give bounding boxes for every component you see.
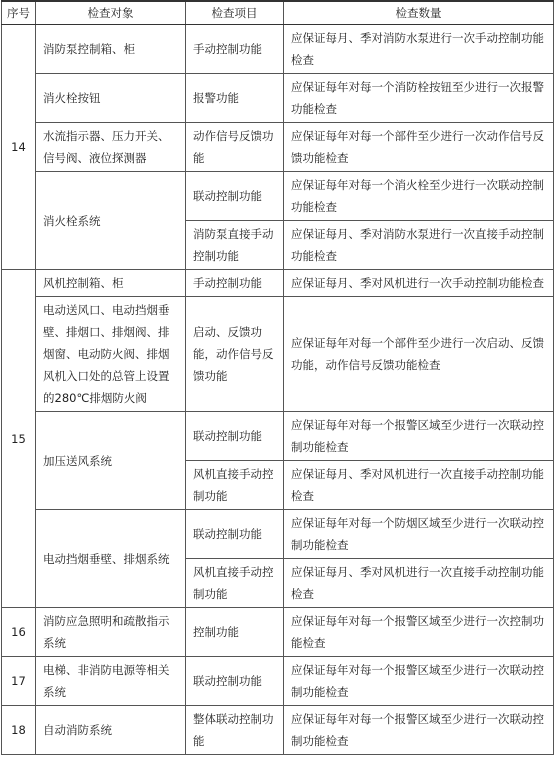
object-cell: 消防泵控制箱、柜 bbox=[36, 25, 186, 74]
header-object: 检查对象 bbox=[36, 1, 186, 25]
quantity-cell: 应保证每月、季对风机进行一次直接手动控制功能检查 bbox=[284, 559, 554, 608]
table-row bbox=[2, 172, 554, 221]
table-row bbox=[2, 608, 554, 657]
table-row bbox=[2, 706, 554, 755]
object-cell: 加压送风系统 bbox=[36, 412, 186, 510]
table-row bbox=[2, 510, 554, 559]
object-cell: 自动消防系统 bbox=[36, 706, 186, 755]
object-cell: 电动送风口、电动挡烟垂壁、排烟口、排烟阀、排烟窗、电动防火阀、排烟风机入口处的总管上设置的280℃排烟防火阀 bbox=[36, 297, 186, 412]
item-cell: 联动控制功能 bbox=[186, 510, 284, 559]
item-cell: 报警功能 bbox=[186, 74, 284, 123]
table-row bbox=[2, 297, 554, 412]
quantity-cell: 应保证每月、季对消防水泵进行一次直接手动控制功能检查 bbox=[284, 221, 554, 270]
item-cell: 消防泵直接手动控制功能 bbox=[186, 221, 284, 270]
inspection-table bbox=[1, 0, 554, 755]
item-cell: 联动控制功能 bbox=[186, 172, 284, 221]
quantity-cell: 应保证每年对每一个部件至少进行一次动作信号反馈功能检查 bbox=[284, 123, 554, 172]
seq-cell: 14 bbox=[2, 25, 36, 270]
item-cell: 手动控制功能 bbox=[186, 270, 284, 297]
item-cell: 手动控制功能 bbox=[186, 25, 284, 74]
item-cell: 动作信号反馈功能 bbox=[186, 123, 284, 172]
table-row bbox=[2, 412, 554, 461]
header-quantity: 检查数量 bbox=[284, 1, 554, 25]
seq-cell: 17 bbox=[2, 657, 36, 706]
item-cell: 风机直接手动控制功能 bbox=[186, 461, 284, 510]
quantity-cell: 应保证每年对每一个报警区域至少进行一次控制功能检查 bbox=[284, 608, 554, 657]
object-cell: 电梯、非消防电源等相关系统 bbox=[36, 657, 186, 706]
quantity-cell: 应保证每年对每一个报警区域至少进行一次联动控制功能检查 bbox=[284, 412, 554, 461]
object-cell: 消火栓系统 bbox=[36, 172, 186, 270]
quantity-cell: 应保证每年对每一个消防栓按钮至少进行一次报警功能检查 bbox=[284, 74, 554, 123]
object-cell: 风机控制箱、柜 bbox=[36, 270, 186, 297]
table-row bbox=[2, 74, 554, 123]
table-body bbox=[2, 25, 554, 755]
quantity-cell: 应保证每年对每一个消火栓至少进行一次联动控制功能检查 bbox=[284, 172, 554, 221]
object-cell: 消防应急照明和疏散指示系统 bbox=[36, 608, 186, 657]
quantity-cell: 应保证每月、季对风机进行一次直接手动控制功能检查 bbox=[284, 461, 554, 510]
seq-cell: 18 bbox=[2, 706, 36, 755]
quantity-cell: 应保证每月、季对消防水泵进行一次手动控制功能检查 bbox=[284, 25, 554, 74]
item-cell: 控制功能 bbox=[186, 608, 284, 657]
table-row bbox=[2, 270, 554, 297]
item-cell: 整体联动控制功能 bbox=[186, 706, 284, 755]
table-header-row bbox=[2, 1, 554, 25]
quantity-cell: 应保证每年对每一个防烟区域至少进行一次联动控制功能检查 bbox=[284, 510, 554, 559]
object-cell: 消火栓按钮 bbox=[36, 74, 186, 123]
quantity-cell: 应保证每年对每一个报警区域至少进行一次联动控制功能检查 bbox=[284, 657, 554, 706]
table-row bbox=[2, 25, 554, 74]
table-row bbox=[2, 123, 554, 172]
seq-cell: 16 bbox=[2, 608, 36, 657]
quantity-cell: 应保证每年对每一个部件至少进行一次启动、反馈功能，动作信号反馈功能检查 bbox=[284, 297, 554, 412]
quantity-cell: 应保证每年对每一个报警区域至少进行一次联动控制功能检查 bbox=[284, 706, 554, 755]
item-cell: 联动控制功能 bbox=[186, 657, 284, 706]
seq-cell: 15 bbox=[2, 270, 36, 608]
item-cell: 联动控制功能 bbox=[186, 412, 284, 461]
table-row bbox=[2, 657, 554, 706]
header-item: 检查项目 bbox=[186, 1, 284, 25]
quantity-cell: 应保证每月、季对风机进行一次手动控制功能检查 bbox=[284, 270, 554, 297]
header-seq: 序号 bbox=[2, 1, 36, 25]
item-cell: 启动、反馈功能，动作信号反馈功能 bbox=[186, 297, 284, 412]
object-cell: 电动挡烟垂壁、排烟系统 bbox=[36, 510, 186, 608]
item-cell: 风机直接手动控制功能 bbox=[186, 559, 284, 608]
object-cell: 水流指示器、压力开关、信号阀、液位探测器 bbox=[36, 123, 186, 172]
